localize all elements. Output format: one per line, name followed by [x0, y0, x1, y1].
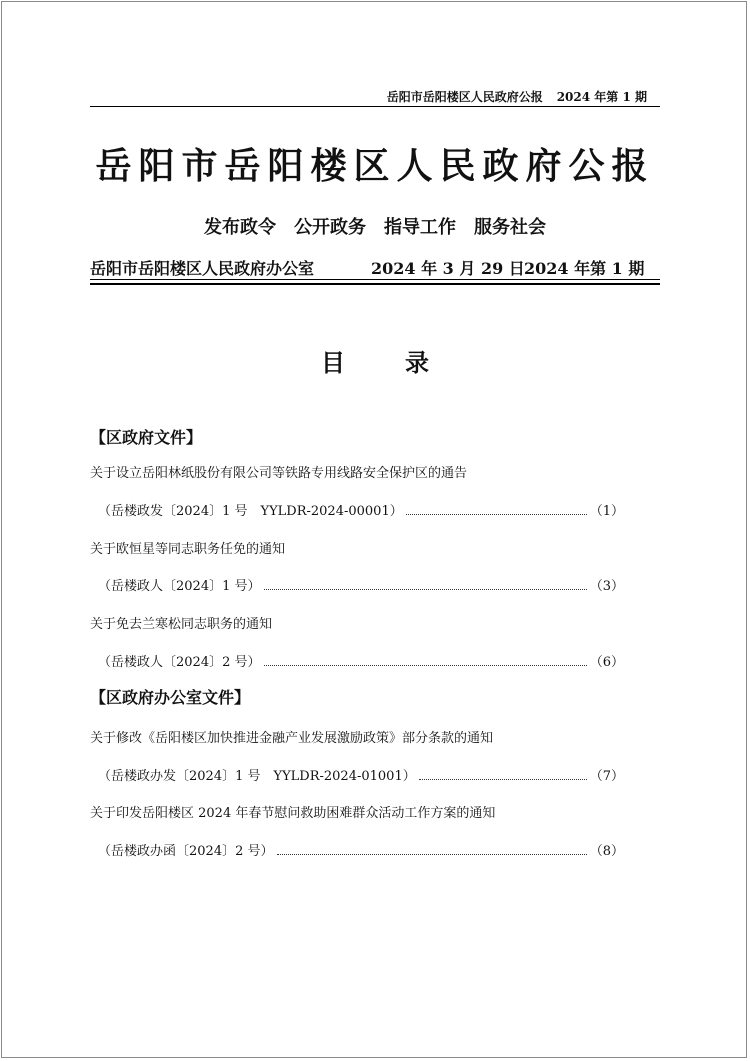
slogan-item: 公开政务: [294, 217, 366, 238]
toc-entry-line[interactable]: [98, 765, 624, 784]
toc-entry-title[interactable]: 关于设立岳阳林纸股份有限公司等铁路专用线路安全保护区的通告: [90, 466, 468, 481]
issue-number: 2024 年第 1 期: [524, 259, 645, 278]
slogan: [0, 213, 750, 239]
running-header: [387, 88, 647, 105]
slogan-item: 服务社会: [474, 217, 546, 238]
toc-title: 目录: [321, 348, 489, 377]
issue-date: 2024 年 3 月 29 日: [371, 259, 525, 278]
toc-entry-line[interactable]: [98, 651, 624, 670]
issuer-name: 岳阳市岳阳楼区人民政府办公室: [90, 259, 315, 278]
dot-leader: [277, 853, 587, 855]
toc-entry-title[interactable]: 关于印发岳阳楼区 2024 年春节慰问救助困难群众活动工作方案的通知: [90, 806, 496, 821]
page-number: （1）: [589, 504, 624, 519]
dot-leader: [264, 588, 587, 590]
dot-leader: [419, 778, 587, 780]
masthead-title: 岳阳市岳阳楼区人民政府公报: [95, 145, 655, 187]
doc-number: （岳楼政发〔2024〕1 号 YYLDR-2024-00001）: [98, 504, 403, 519]
header-rule: [90, 106, 660, 107]
toc-entry-line[interactable]: [98, 840, 624, 859]
page-number: （6）: [589, 655, 624, 670]
toc-entry-title[interactable]: 关于免去兰寒松同志职务的通知: [90, 617, 273, 632]
toc-entry-line[interactable]: [98, 575, 624, 594]
doc-number: （岳楼政人〔2024〕2 号）: [98, 655, 261, 670]
running-header-title: 岳阳市岳阳楼区人民政府公报: [386, 90, 543, 104]
dot-leader: [406, 513, 587, 515]
slogan-item: 发布政令: [204, 217, 276, 238]
doc-number: （岳楼政办函〔2024〕2 号）: [98, 844, 274, 859]
double-rule-divider: [90, 279, 660, 285]
slogan-item: 指导工作: [384, 217, 456, 238]
section-heading: 【区政府文件】: [90, 428, 203, 447]
doc-number: （岳楼政办发〔2024〕1 号 YYLDR-2024-01001）: [98, 769, 416, 784]
toc-entry-title[interactable]: 关于欧恒星等同志职务任免的通知: [90, 542, 286, 557]
doc-number: （岳楼政人〔2024〕1 号）: [98, 579, 261, 594]
section-heading: 【区政府办公室文件】: [90, 688, 251, 707]
page-number: （7）: [589, 769, 624, 784]
running-header-issue: 2024 年第 1 期: [556, 90, 647, 104]
toc-entry-line[interactable]: [98, 500, 624, 519]
dot-leader: [264, 664, 587, 666]
toc-entry-title[interactable]: 关于修改《岳阳楼区加快推进金融产业发展激励政策》部分条款的通知: [90, 731, 494, 746]
page-number: （8）: [589, 844, 624, 859]
page-number: （3）: [589, 579, 624, 594]
